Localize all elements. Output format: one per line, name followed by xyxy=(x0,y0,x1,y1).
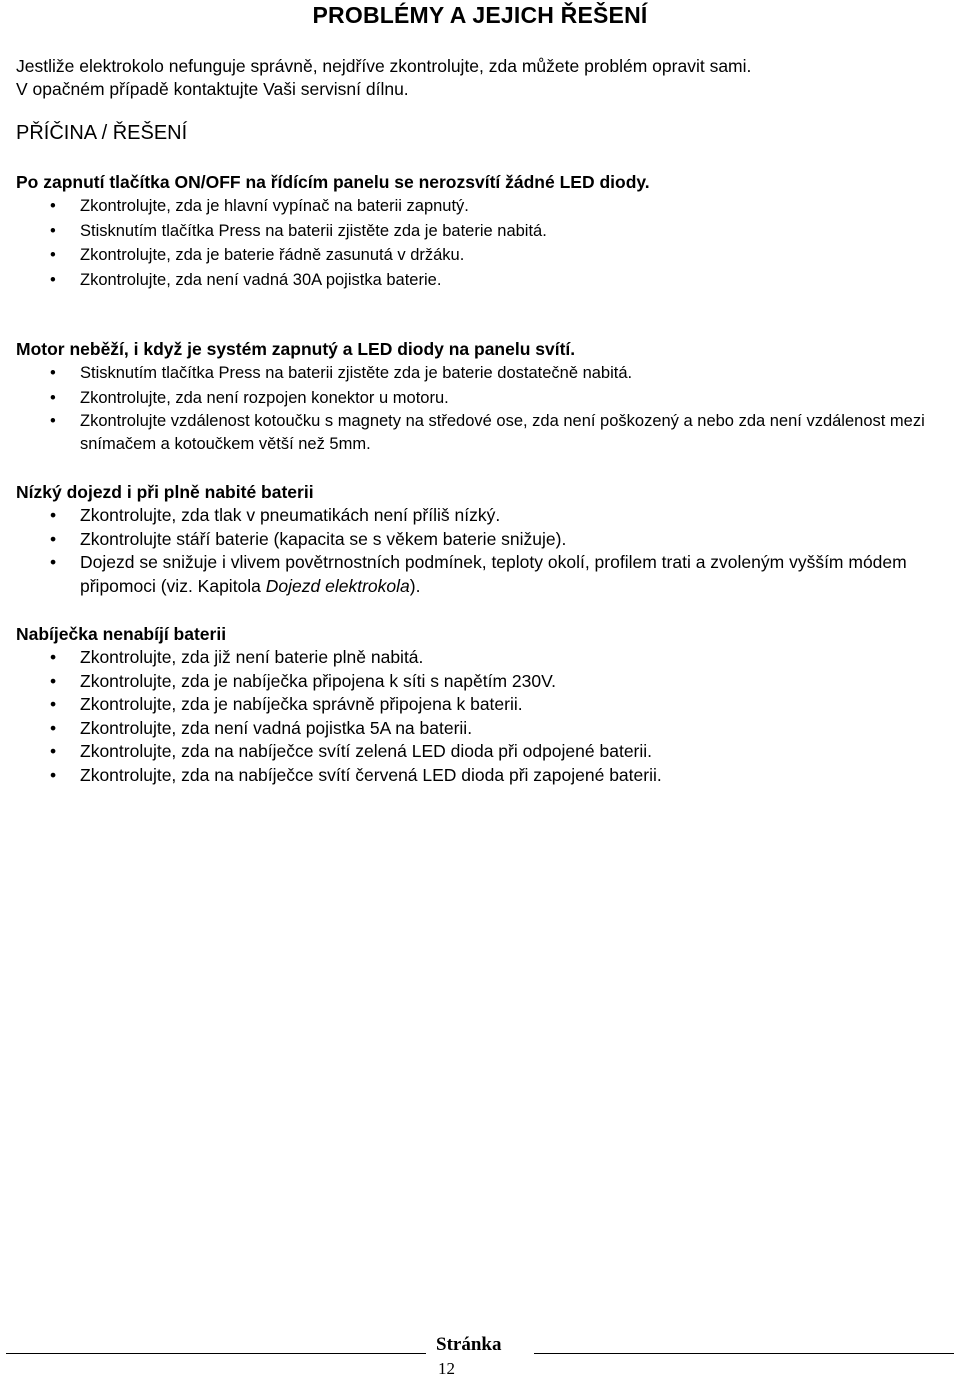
list-item xyxy=(16,504,936,528)
section-motor-not-running xyxy=(16,338,936,456)
list-item xyxy=(16,740,936,764)
bullet-icon: • xyxy=(50,388,56,407)
section-no-led xyxy=(16,171,936,292)
bullet-icon: • xyxy=(50,505,57,525)
bullet-list xyxy=(16,361,936,456)
section-charger xyxy=(16,623,936,787)
list-item-text: Zkontrolujte, zda na nabíječce svítí zelená LED dioda při odpojené baterii. xyxy=(80,741,653,761)
list-item-text: Zkontrolujte, zda není vadná 30A pojistka baterie. xyxy=(80,270,442,289)
page-title: PROBLÉMY A JEJICH ŘEŠENÍ xyxy=(312,2,648,28)
bullet-icon: • xyxy=(50,717,57,738)
list-item-text xyxy=(80,552,907,596)
bullet-icon: • xyxy=(50,246,56,264)
bullet-icon: • xyxy=(50,197,56,215)
intro-line: Jestliže elektrokolo nefunguje správně, nejdříve zkontrolujte, zda můžete problém opravit sami. xyxy=(16,56,752,76)
list-item-text: Zkontrolujte, zda je hlavní vypínač na baterii zapnutý. xyxy=(80,197,469,215)
chapter-reference: Dojezd elektrokola xyxy=(265,575,410,596)
list-item-text: Zkontrolujte vzdálenost kotoučku s magnety na středové ose, zda není poškozený a nebo zda není vzdálenost mezi snímačem a kotoučkem větší než 5mm. xyxy=(80,412,925,453)
list-item xyxy=(16,717,936,741)
list-item xyxy=(16,219,936,244)
bullet-icon: • xyxy=(50,221,56,240)
list-item xyxy=(16,646,936,670)
footer-rule-right xyxy=(534,1353,954,1354)
intro-line: V opačném případě kontaktujte Vaši servisní dílnu. xyxy=(16,79,409,99)
list-item xyxy=(16,693,936,717)
bullet-icon: • xyxy=(50,764,57,785)
bullet-icon: • xyxy=(50,412,56,430)
footer-rule-left xyxy=(6,1353,426,1354)
section-heading: Nabíječka nenabíjí baterii xyxy=(16,624,227,644)
intro-paragraph xyxy=(16,55,751,101)
list-item-text: Zkontrolujte stáří baterie (kapacita se s věkem baterie snižuje). xyxy=(80,528,567,549)
list-item-text: Zkontrolujte, zda již není baterie plně nabitá. xyxy=(80,647,424,667)
text-run: Dojezd se snižuje i vlivem povětrnostních podmínek, teploty okolí, profilem trati a zvoleným vyšším módem připomoci (viz. Kapitola xyxy=(80,552,907,596)
bullet-icon: • xyxy=(50,647,57,667)
list-item xyxy=(16,386,936,411)
list-item xyxy=(16,551,936,598)
bullet-icon: • xyxy=(50,364,56,382)
list-item-text: Zkontrolujte, zda je nabíječka připojena k síti s napětím 230V. xyxy=(80,670,557,691)
list-item xyxy=(16,243,936,268)
bullet-icon: • xyxy=(50,270,56,289)
bullet-list xyxy=(16,646,936,787)
bullet-icon: • xyxy=(50,670,57,691)
list-item xyxy=(16,764,936,788)
list-item-text: Zkontrolujte, zda je nabíječka správně připojena k baterii. xyxy=(80,694,523,714)
section-heading: Nízký dojezd i při plně nabité baterii xyxy=(16,482,314,502)
list-item xyxy=(16,194,936,219)
list-item-text: Zkontrolujte, zda tlak v pneumatikách není příliš nízký. xyxy=(80,505,501,525)
list-item-text: Zkontrolujte, zda je baterie řádně zasunutá v držáku. xyxy=(80,246,465,264)
section-heading: Motor neběží, i když je systém zapnutý a LED diody na panelu svítí. xyxy=(16,339,576,359)
list-item xyxy=(16,410,936,456)
list-item xyxy=(16,268,936,293)
list-item xyxy=(16,361,936,386)
list-item-text: Stisknutím tlačítka Press na baterii zjistěte zda je baterie dostatečně nabitá. xyxy=(80,364,633,382)
list-item-text: Stisknutím tlačítka Press na baterii zjistěte zda je baterie nabitá. xyxy=(80,221,547,240)
bullet-icon: • xyxy=(50,694,57,714)
footer-page-number: 12 xyxy=(438,1359,455,1378)
text-run: ). xyxy=(409,575,421,596)
bullet-icon: • xyxy=(50,741,57,761)
list-item-text: Zkontrolujte, zda na nabíječce svítí červená LED dioda při zapojené baterii. xyxy=(80,764,662,785)
section-heading: Po zapnutí tlačítka ON/OFF na řídícím panelu se nerozsvítí žádné LED diody. xyxy=(16,172,650,192)
bullet-icon: • xyxy=(50,528,57,549)
section-low-range xyxy=(16,481,936,598)
bullet-list xyxy=(16,504,936,598)
section-label: PŘÍČINA / ŘEŠENÍ xyxy=(16,122,188,144)
bullet-icon: • xyxy=(50,552,57,572)
list-item xyxy=(16,528,936,552)
bullet-list xyxy=(16,194,936,292)
list-item xyxy=(16,670,936,694)
footer-page-label: Stránka xyxy=(436,1334,502,1355)
list-item-text: Zkontrolujte, zda není rozpojen konektor u motoru. xyxy=(80,388,449,407)
list-item-text: Zkontrolujte, zda není vadná pojistka 5A na baterii. xyxy=(80,717,473,738)
